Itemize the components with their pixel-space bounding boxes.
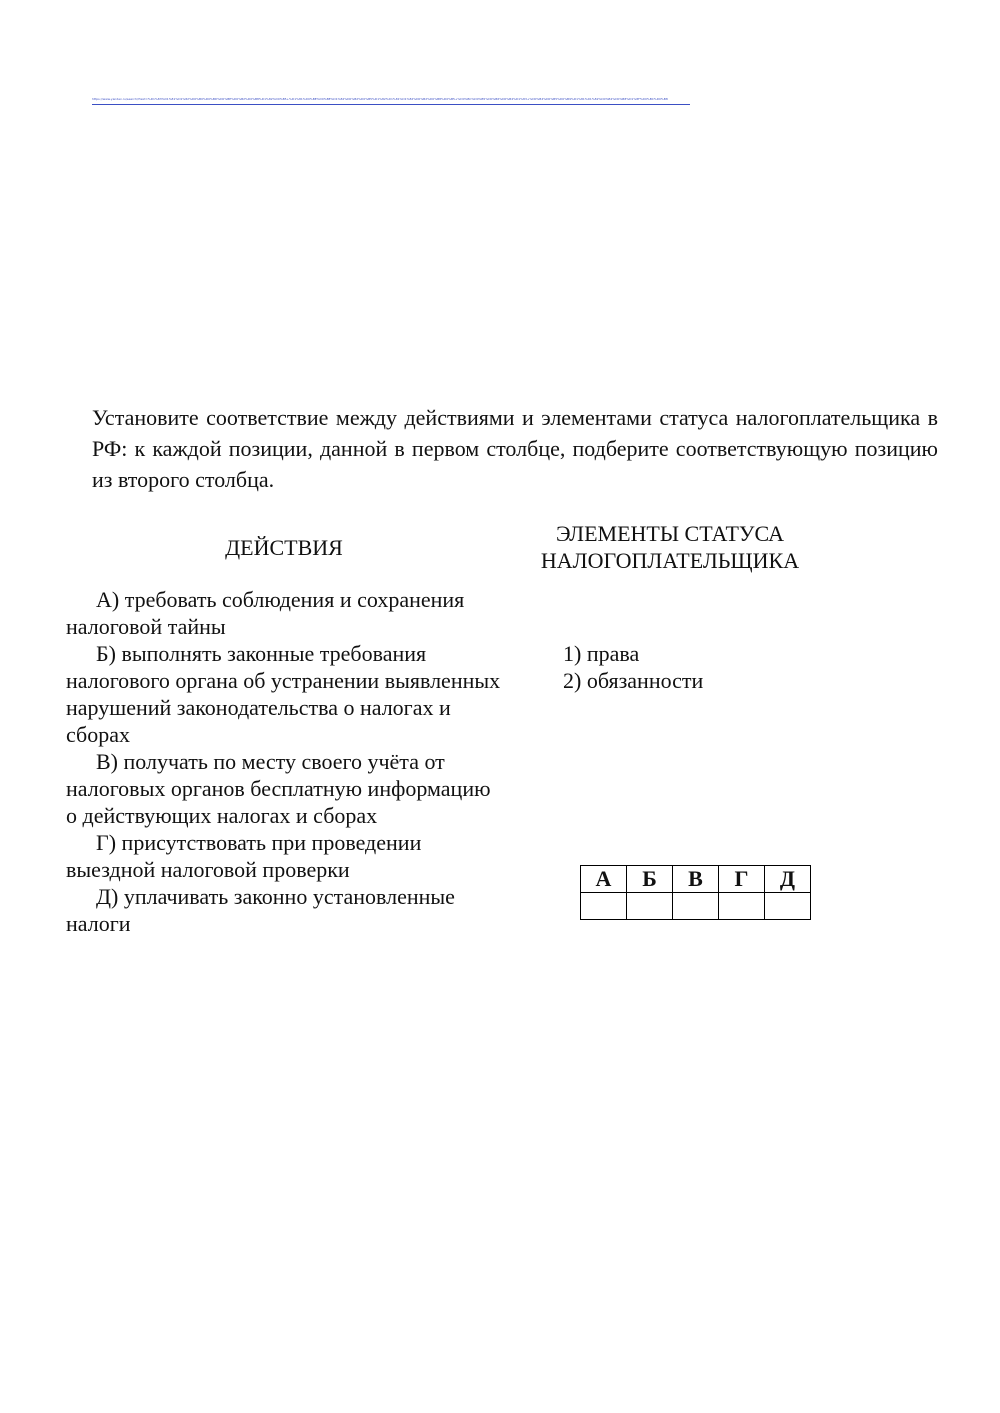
- option-duties: 2) обязанности: [563, 668, 704, 693]
- answer-cell-d[interactable]: [765, 893, 811, 920]
- answer-cell-g[interactable]: [719, 893, 765, 920]
- answer-header-g: Г: [719, 866, 765, 893]
- actions-list: [66, 586, 506, 937]
- action-item-v: В) получать по месту своего учёта от налоговых органов бесплатную информацию о действующих налогах и сборах: [66, 749, 491, 828]
- elements-header-line-1: ЭЛЕМЕНТЫ СТАТУСА: [556, 521, 784, 546]
- actions-column-header: ДЕЙСТВИЯ: [225, 535, 343, 560]
- answer-cell-b[interactable]: [627, 893, 673, 920]
- action-item-b: Б) выполнять законные требования налогового органа об устранении выявленных нарушений законодательства о налогах и сборах: [66, 641, 501, 747]
- task-instruction: Установите соответствие между действиями и элементами статуса налогоплательщика в РФ: к каждой позиции, данной в первом столбце, подберите соответствующую позицию из второго столбца.: [92, 405, 938, 492]
- elements-header-line-2: НАЛОГОПЛАТЕЛЬЩИКА: [540, 548, 800, 573]
- answer-input-row: [581, 893, 811, 920]
- action-item-d: Д) уплачивать законно установленные налоги: [66, 884, 455, 936]
- answer-table: [580, 865, 811, 920]
- answer-header-a: А: [581, 866, 627, 893]
- answer-header-d: Д: [765, 866, 811, 893]
- answer-header-b: Б: [627, 866, 673, 893]
- source-link[interactable]: https://www.yandex.ru/search/?text=%D1%83%D1%81%D1%82%D0%B0%D0%BD%D0%BE%D0%B2%D0%B8%D1%82%D0%B5+%D1%81%D0%BE%D0%BE%D1%82%D0%B2%D0%B5%D1%82%D1%81%D1%82%D0%B2%D0%B8%D0%B5+%D0%BC%D0%B5%D0%B6%D0%B4%D1%83+%D0%B4%D0%B5%D0%B9%D1%81%D1%82%D0%B2%D0%B8%D1%8F%D0%BC%D0%B8: [92, 96, 690, 105]
- elements-column-header: [510, 520, 830, 574]
- answer-header-v: В: [673, 866, 719, 893]
- action-item-g: Г) присутствовать при проведении выездной налоговой проверки: [66, 830, 422, 882]
- options-list: [563, 640, 703, 694]
- action-item-a: А) требовать соблюдения и сохранения налоговой тайны: [66, 587, 465, 639]
- answer-cell-a[interactable]: [581, 893, 627, 920]
- option-rights: 1) права: [563, 641, 640, 666]
- answer-cell-v[interactable]: [673, 893, 719, 920]
- answer-header-row: [581, 866, 811, 893]
